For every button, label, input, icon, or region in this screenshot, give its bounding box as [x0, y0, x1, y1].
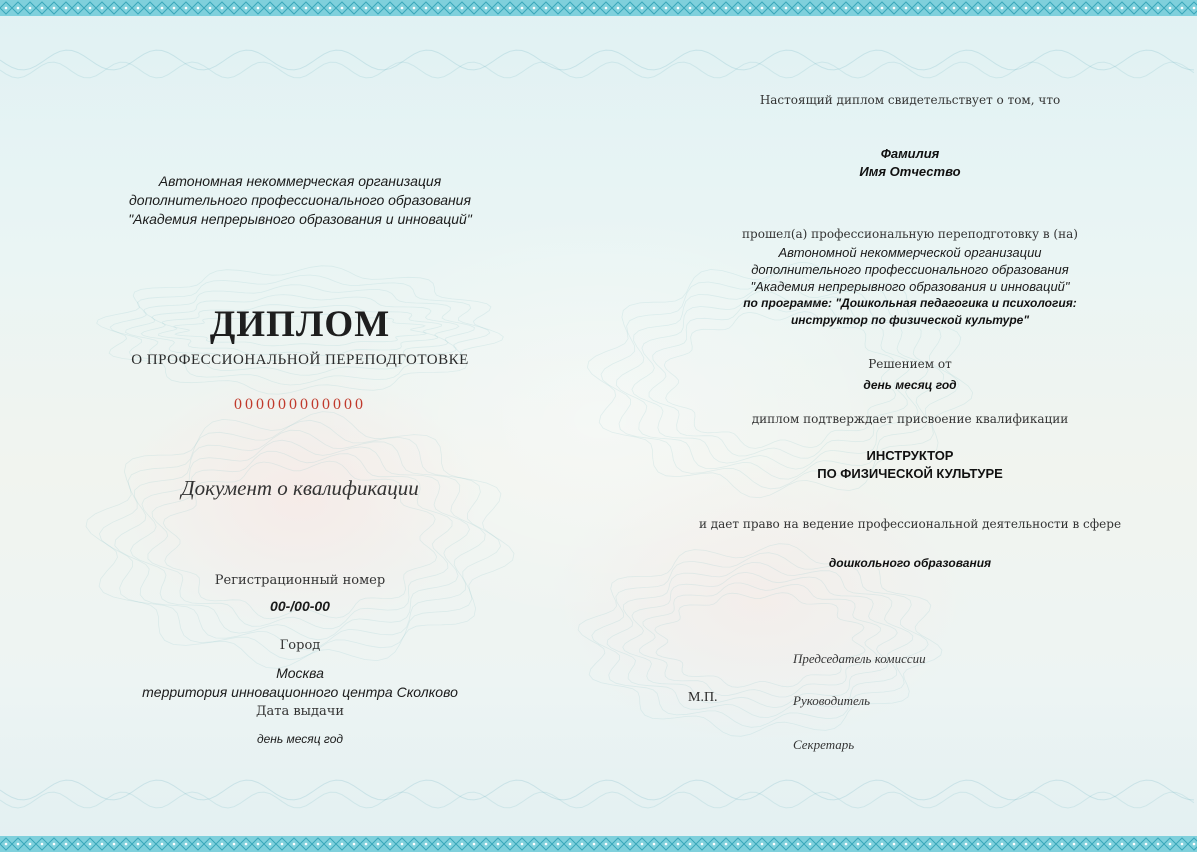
organization-line: Автономная некоммерческая организация: [158, 173, 442, 189]
training-organization-line: Автономной некоммерческой организации: [778, 245, 1042, 260]
program-line: по программе: "Дошкольная педагогика и психология:: [743, 296, 1077, 310]
organization-line: дополнительного профессионального образования: [129, 192, 471, 208]
issuing-organization: [100, 172, 500, 229]
program-line: инструктор по физической культуре": [790, 313, 1030, 327]
passed-training-text: прошел(а) профессиональную переподготовку в (на): [742, 227, 1078, 241]
bottom-ornamental-border: [0, 836, 1197, 852]
decision-date: день месяц год: [863, 378, 957, 392]
qualification-line: ПО ФИЗИЧЕСКОЙ КУЛЬТУРЕ: [817, 466, 1003, 481]
holder-given-names: Имя Отчество: [859, 164, 961, 179]
professional-rights-text: и дает право на ведение профессиональной деятельности в сфере: [698, 517, 1122, 531]
professional-sphere: дошкольного образования: [828, 556, 992, 570]
organization-line: "Академия непрерывного образования и инноваций": [128, 211, 472, 227]
city-line: территория инновационного центра Сколково: [142, 684, 458, 700]
holder-surname: Фамилия: [880, 146, 940, 161]
document-subtitle: О ПРОФЕССИОНАЛЬНОЙ ПЕРЕПОДГОТОВКЕ: [131, 352, 469, 368]
qualification-title: [660, 447, 1160, 483]
city-value: [100, 664, 500, 702]
issue-date-label: Дата выдачи: [255, 704, 345, 719]
signature-head-label: Руководитель: [793, 693, 871, 708]
qualification-document-label: Документ о квалификации: [181, 476, 419, 500]
certify-text: Настоящий диплом свидетельствует о том, что: [759, 93, 1061, 107]
serial-number: 000000000000: [234, 396, 366, 413]
decision-label: Решением от: [868, 357, 952, 371]
signature-secretary-label: Секретарь: [793, 737, 855, 752]
top-ornamental-border: [0, 0, 1197, 16]
signature-chair-label: Председатель комиссии: [793, 651, 926, 666]
training-organization-line: дополнительного профессионального образования: [751, 262, 1069, 277]
city-label: Город: [279, 638, 321, 653]
training-organization: [660, 244, 1160, 295]
training-program: [660, 295, 1160, 329]
document-title: ДИПЛОМ: [209, 304, 391, 345]
registration-number-label: Регистрационный номер: [214, 573, 386, 588]
training-organization-line: "Академия непрерывного образования и инноваций": [750, 279, 1070, 294]
qualification-line: ИНСТРУКТОР: [866, 448, 954, 463]
issue-date: день месяц год: [256, 732, 343, 746]
holder-name: [660, 145, 1160, 181]
stamp-place-label: М.П.: [688, 690, 718, 705]
confirm-qualification-text: диплом подтверждает присвоение квалификации: [751, 412, 1069, 426]
registration-number: 00-/00-00: [270, 598, 330, 614]
city-line: Москва: [276, 665, 324, 681]
